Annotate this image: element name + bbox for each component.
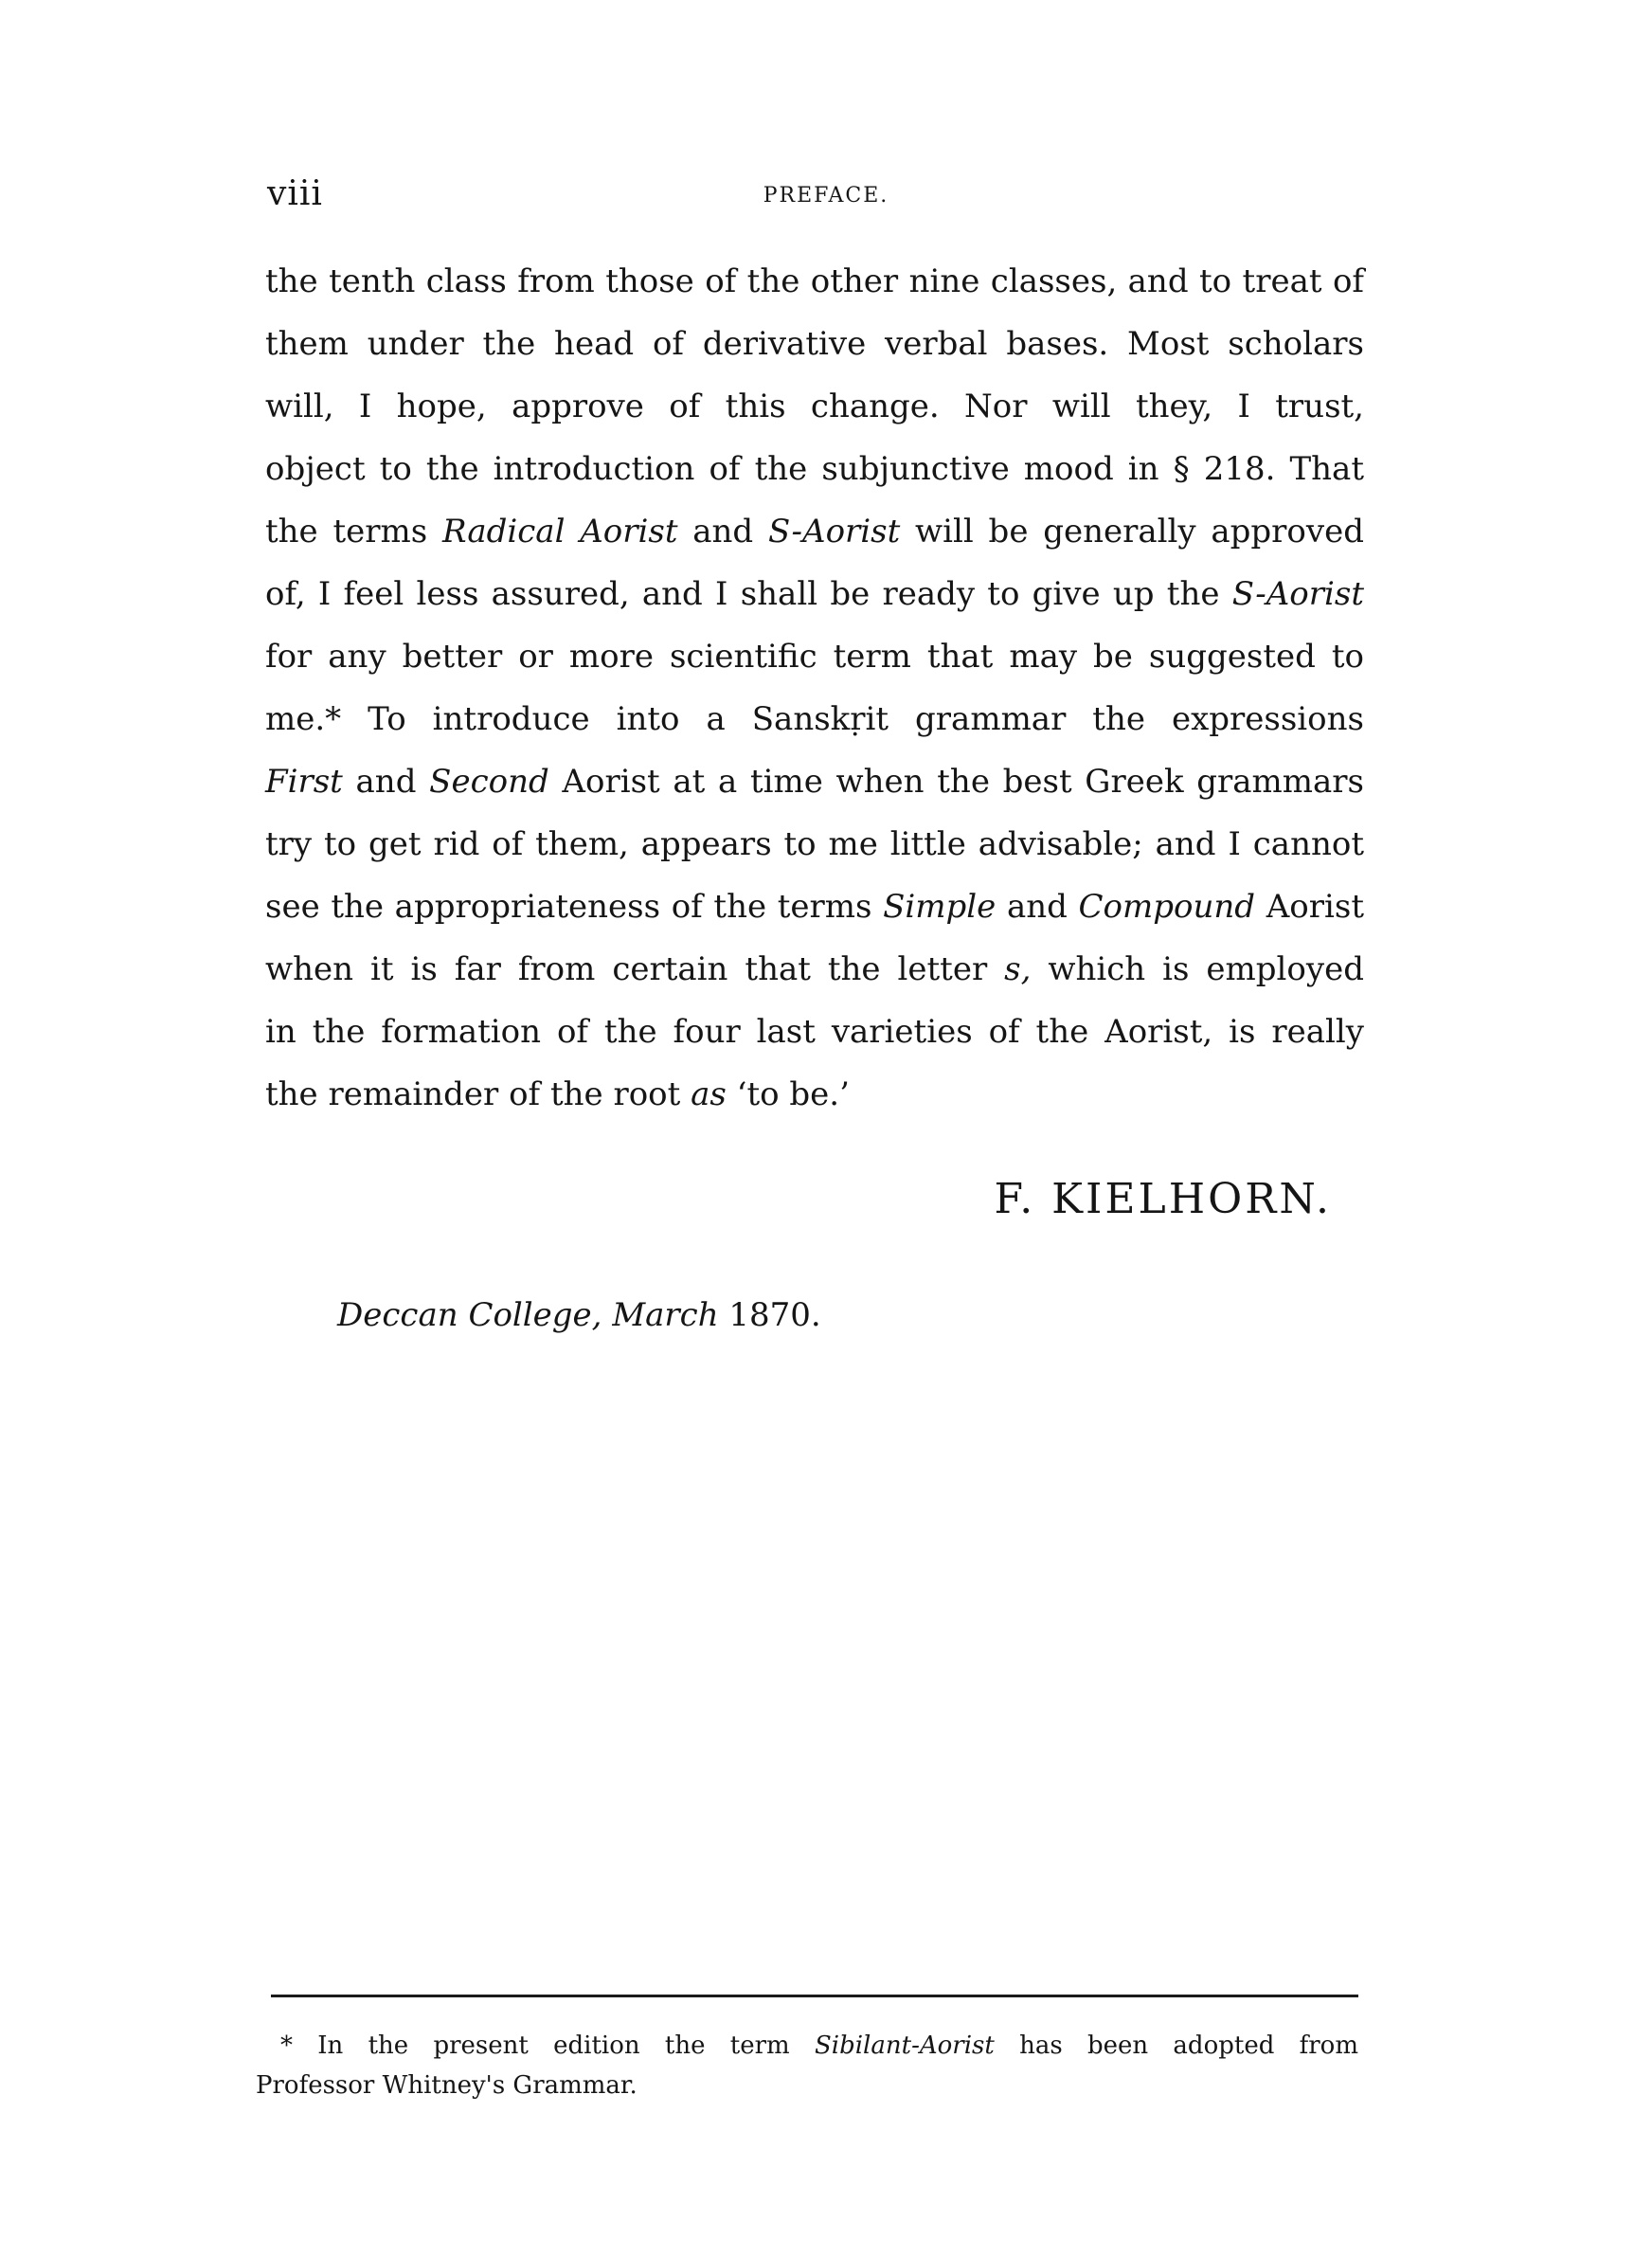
text-line [265, 938, 1364, 1001]
text-segment: and [996, 888, 1079, 926]
text-segment: for any better or more scientific term that may be suggested to [265, 638, 1364, 676]
italic-term: S-Aorist [1231, 575, 1364, 613]
italic-term: Compound [1078, 888, 1256, 926]
text-segment: when it is far from certain that the letter [265, 950, 1005, 988]
text-segment: and [677, 513, 768, 551]
text-segment: which is employed [1031, 950, 1364, 988]
text-line [265, 625, 1364, 688]
italic-term: First [265, 763, 343, 801]
italic-term: s, [1004, 950, 1032, 988]
text-segment: the remainder of the root [265, 1075, 691, 1113]
dateline-month: March [612, 1296, 719, 1334]
text-segment: me.* To introduce into a Sanskṛit grammar the expressions [265, 700, 1364, 738]
author-signature: F. KIELHORN. [994, 1175, 1332, 1223]
text-segment: them under the head of derivative verbal bases. Most scholars [265, 325, 1364, 363]
text-line [265, 563, 1364, 625]
footnote-text-segment: * In the present edition the term [280, 2031, 815, 2060]
footnote-text-segment: has been adopted from [994, 2031, 1358, 2060]
preface-body-text [265, 250, 1364, 1126]
text-segment: in the formation of the four last varieties of the Aorist, is really [265, 1013, 1364, 1051]
text-segment: object to the introduction of the subjunctive mood in § 218. That [265, 450, 1364, 488]
dateline [337, 1296, 821, 1334]
text-segment: of, I feel less assured, and I shall be ready to give up the [265, 575, 1232, 613]
text-segment: Aorist at a time when the best Greek grammars [548, 763, 1364, 801]
text-line [265, 500, 1364, 563]
text-segment: and [342, 763, 430, 801]
text-line [265, 1063, 1364, 1126]
text-line [265, 813, 1364, 876]
text-line [265, 375, 1364, 438]
page-number: viii [267, 174, 323, 213]
text-segment: try to get rid of them, appears to me little advisable; and I cannot [265, 825, 1364, 863]
text-line [265, 438, 1364, 500]
text-line [265, 876, 1364, 938]
italic-term: S-Aorist [767, 513, 901, 551]
running-head: PREFACE. [763, 184, 889, 208]
footnote-rule [271, 1995, 1358, 1997]
italic-term: Second [429, 763, 549, 801]
text-segment: will, I hope, approve of this change. Nor will they, I trust, [265, 388, 1364, 425]
text-line [265, 250, 1364, 313]
italic-term: Radical Aorist [441, 513, 678, 551]
text-segment: the terms [265, 513, 442, 551]
text-line [265, 750, 1364, 813]
footnote-line-2: Professor Whitney's Grammar. [256, 2071, 637, 2100]
dateline-year: 1870. [728, 1296, 821, 1334]
text-line [265, 313, 1364, 375]
footnote [256, 2026, 1358, 2105]
italic-term: as [691, 1075, 727, 1113]
italic-term: Simple [883, 888, 997, 926]
text-segment: ‘to be.’ [726, 1075, 850, 1113]
text-segment: Aorist [1255, 888, 1364, 926]
text-line [265, 688, 1364, 750]
footnote-italic-term: Sibilant-Aorist [814, 2031, 995, 2060]
text-segment: see the appropriateness of the terms [265, 888, 884, 926]
text-segment: the tenth class from those of the other nine classes, and to treat of [265, 262, 1364, 300]
dateline-place: Deccan College, [337, 1296, 602, 1334]
text-line [265, 1001, 1364, 1063]
footnote-line-1 [256, 2026, 1358, 2066]
text-segment: will be generally approved [900, 513, 1364, 551]
